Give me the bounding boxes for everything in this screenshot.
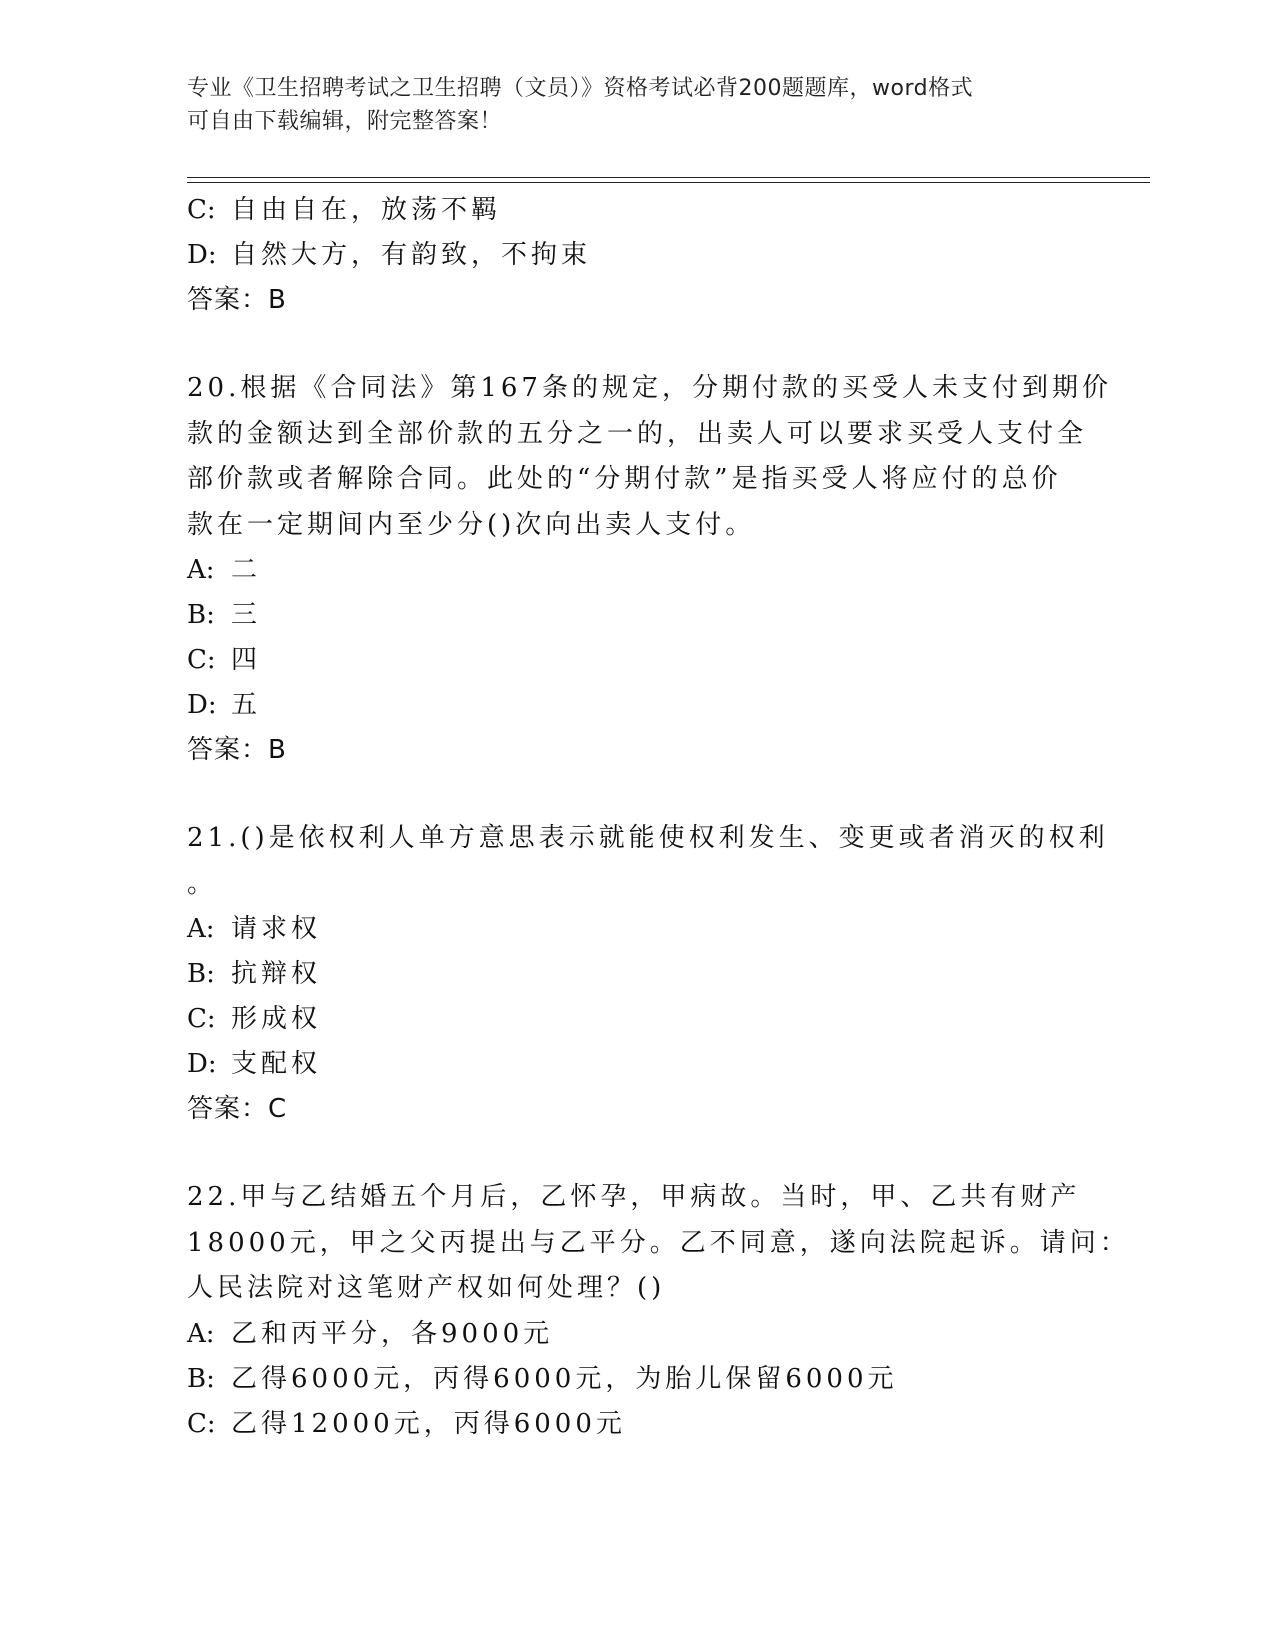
option-d: D: 自然大方，有韵致，不拘束 [187,240,592,270]
header-line-2: 可自由下载编辑，附完整答案！ [187,109,503,134]
answer: 答案：C [187,1094,288,1124]
question-text-line: 人民法院对这笔财产权如何处理？() [187,1273,666,1303]
question-21 [187,816,1109,1132]
option-c: C: 四 [187,645,262,675]
question-text-line: 20.根据《合同法》第167条的规定，分期付款的买受人未支付到期价 [187,373,1112,403]
question-text-line: 部价款或者解除合同。此处的“分期付款”是指买受人将应付的总价 [187,464,1062,494]
question-text-line: 18000元，甲之父丙提出与乙平分。乙不同意，遂向法院起诉。请问： [187,1227,1130,1258]
question-text-line: 款的金额达到全部价款的五分之一的，出卖人可以要求买受人支付全 [187,418,1088,449]
header-rule-top [187,177,1150,178]
page-header [187,72,1087,138]
option-b: B: 三 [187,600,262,630]
option-c: C: 乙得12000元，丙得6000元 [187,1408,626,1439]
option-b: B: 乙得6000元，丙得6000元，为胎儿保留6000元 [187,1363,898,1394]
header-line-1: 专业《卫生招聘考试之卫生招聘（文员）》资格考试必背200题题库，word格式 [187,76,974,101]
question-text-line: 款在一定期间内至少分()次向出卖人支付。 [187,509,756,540]
prev-question-tail [187,188,1087,323]
question-text-line: 21.()是依权利人单方意思表示就能使权利发生、变更或者消灭的权利 [187,823,1109,853]
option-c: C: 形成权 [187,1004,322,1034]
option-d: D: 五 [187,690,262,720]
question-content [187,188,1130,1447]
option-d: D: 支配权 [187,1049,322,1079]
option-a: A: 请求权 [187,914,322,944]
answer: 答案：B [187,735,287,765]
option-b: B: 抗辩权 [187,959,322,989]
option-a: A: 乙和丙平分，各9000元 [187,1318,554,1349]
question-text-line: 22.甲与乙结婚五个月后，乙怀孕，甲病故。当时，甲、乙共有财产 [187,1182,1081,1212]
question-22 [187,1175,1130,1447]
answer: 答案：B [187,285,287,315]
question-text-line: 。 [187,868,218,899]
option-a: A: 二 [187,555,262,585]
header-rule-bottom [187,182,1150,183]
option-c: C: 自由自在，放荡不羁 [187,195,502,225]
question-20 [187,366,1112,773]
